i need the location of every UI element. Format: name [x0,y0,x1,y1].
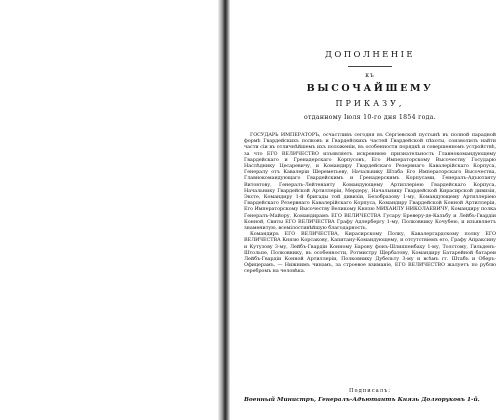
body-text [244,132,496,275]
book-spine [218,0,230,420]
heading-sub: ПРИКАЗУ, [335,99,405,108]
right-page [230,0,500,420]
paragraph-1: ГОСУДАРЬ ИМПЕРАТОРЪ, осчастливъ сегодня въ Сергiевской пустынѣ въ полной парадной формѣ Гвардейскихъ полковъ и Гвардейскихъ частей Гвардейской пѣхоты, соизволилъ найти части сiи въ отличнѣйшемъ ихъ положенiи, въ особенности порядкѣ и совершенномъ устройствѣ, за что ЕГО ВЕЛИЧЕСТВО изъявляетъ искреннюю признательность Главнокомандующему Гвардейскаго и Гренадерскаго Корпусовъ, Его Императорскому Высочеству Государю Наслѣднику Цесаревичу, и Командиру Гвардейскаго Резервнаго Кавалерiйскаго Корпуса, Генералу отъ Кавалерiи Шереметьеву, Начальнику Штаба Его Императорскаго Высочества, Главнокомандующаго Гвардейскимъ и Гренадерскимъ Корпусами, Генералъ-Адъютанту Витовтову, Генералъ-Лейтенанту Командующему Артиллерiею Гвардейскаго Корпуса, Начальнику Гвардейской Артиллерiи, Мердеру, Начальнику Гвардейской Кирасирской дивизiи, Эксте, Командиру 1-й бригады той дивизiи, Безобразову 1-му, Командующему Артиллерiею Гвардейскаго Резервнаго Кавалерiйскаго Корпуса, Командиру Гвардейской Конной Артиллерiи, Его Императорскому Высочеству Великому Князю МИХАИЛУ НИКОЛАЕВИЧУ, Командиру полка Генералъ-Майору, Командирамъ ЕГО ВЕЛИЧЕСТВА Гусару Бреверу-де-Кальбу и Лейбъ-Гвардiи Конной, Свиты ЕГО ВЕЛИЧЕСТВА Графу Адлербергу 1-му, Полковнику Кочубею, и изъявляетъ знаменитую, всемiлостивѣйшую благодарность. [244,132,496,232]
date-line: отданному Iюля 10-го дня 1854 года. [303,114,437,121]
title-divider [348,66,392,67]
signature-label: Подписалъ: [348,388,392,394]
left-blank-page [0,0,218,420]
paragraph-2: Командиръ ЕГО ВЕЛИЧЕСТВА, Кирасирскому Полку, Кавалергардскому полку ЕГО ВЕЛИЧЕСТВА Князю Корсакову, Капитану-Командующему, и отсутствiемъ его, Графу Апраксину и Кутузову 3-му, Лейбъ-Гвардiи Конному Барону фонъ-Шлиппенбаху 1-му, Толстому, Гильденъ-Штольпе, Полковнику, въ особенности, Ротмистру Щербатову, Командиру Батарейной батареи Лейбъ-Гвардiи Конной Артиллерiи, Полковнику Дубельту 3-му и всѣмъ гг. Штабъ и Оберъ-Офицерамъ. — Нижнимъ чинамъ, за строевое взиманiе, ЕГО ВЕЛИЧЕСТВО жалуетъ по рублю серебромъ на человѣка. [244,231,496,275]
signature-line: Военный Министръ, Генералъ-Адъютантъ Князь Долгоруковъ 1-й. [244,397,480,403]
title-preposition: къ [365,72,375,79]
document-title: ДОПОЛНЕНIЕ [325,50,415,60]
heading-main: ВЫСОЧАЙШЕМУ [306,83,434,94]
